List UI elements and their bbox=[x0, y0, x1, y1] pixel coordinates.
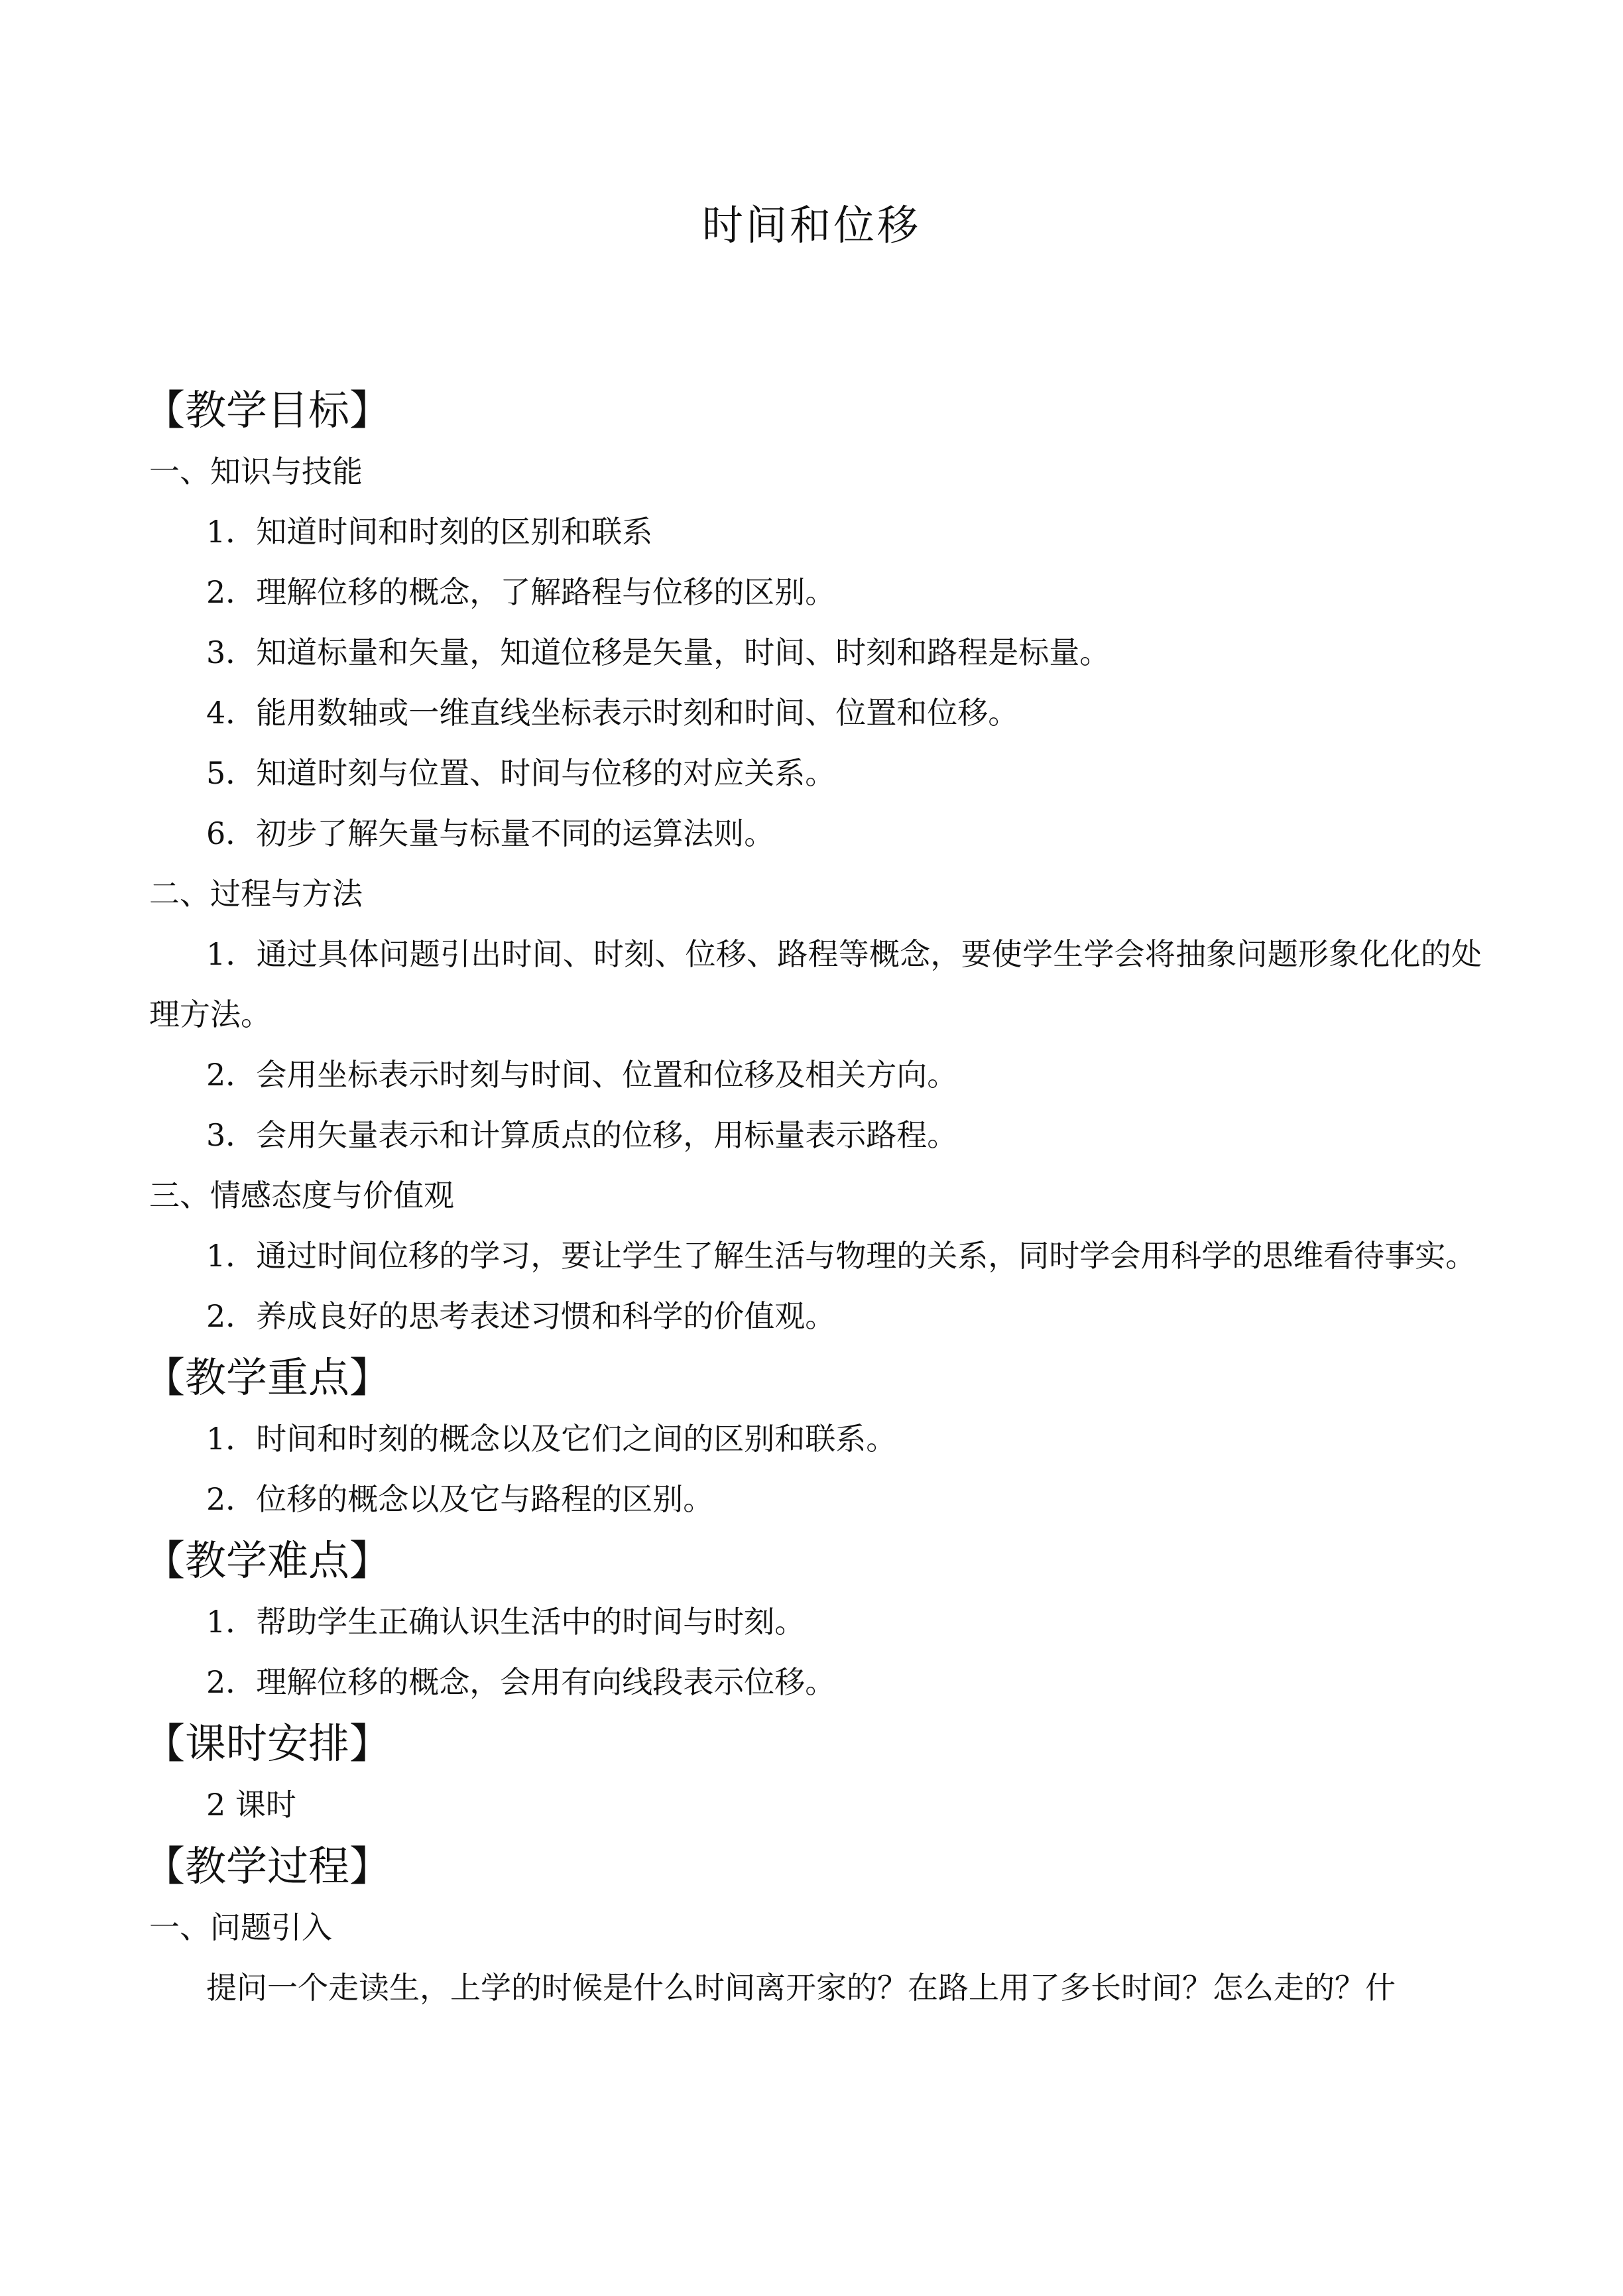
intro-paragraph: 提问一个走读生，上学的时候是什么时间离开家的？在路上用了多长时间？怎么走的？什 bbox=[206, 1970, 1396, 2006]
document-body bbox=[144, 379, 1482, 2018]
list-item: 2．位移的概念以及它与路程的区别。 bbox=[206, 1481, 714, 1517]
section-heading-difficulties: 【教学难点】 bbox=[144, 1536, 391, 1585]
list-item: 2．理解位移的概念，会用有向线段表示位移。 bbox=[206, 1664, 836, 1700]
subsection-label-attitude: 三、情感态度与价值观 bbox=[149, 1178, 454, 1213]
list-item: 3．知道标量和矢量，知道位移是矢量，时间、时刻和路程是标量。 bbox=[206, 634, 1111, 670]
list-item: 1．知道时间和时刻的区别和联系 bbox=[206, 514, 653, 550]
list-item: 5．知道时刻与位置、时间与位移的对应关系。 bbox=[206, 755, 836, 791]
section-heading-procedure: 【教学过程】 bbox=[144, 1842, 391, 1890]
list-item: 2．理解位移的概念，了解路程与位移的区别。 bbox=[206, 574, 836, 610]
subsection-label-knowledge: 一、知识与技能 bbox=[149, 453, 363, 489]
list-item: 3．会用矢量表示和计算质点的位移，用标量表示路程。 bbox=[206, 1117, 958, 1153]
list-item: 1．时间和时刻的概念以及它们之间的区别和联系。 bbox=[206, 1421, 897, 1457]
subsection-label-intro: 一、问题引入 bbox=[149, 1909, 332, 1945]
list-item-paragraph: 1．通过时间位移的学习，要让学生了解生活与物理的关系，同时学会用科学的思维看待事实。 bbox=[206, 1238, 1476, 1274]
subsection-label-process: 二、过程与方法 bbox=[149, 876, 363, 912]
list-item: 4．能用数轴或一维直线坐标表示时刻和时间、位置和位移。 bbox=[206, 695, 1019, 731]
list-item: 1．帮助学生正确认识生活中的时间与时刻。 bbox=[206, 1604, 806, 1640]
section-heading-key-points: 【教学重点】 bbox=[144, 1353, 391, 1402]
section-heading-objectives: 【教学目标】 bbox=[144, 386, 391, 434]
page-title: 时间和位移 bbox=[701, 201, 921, 249]
list-item: 2．养成良好的思考表述习惯和科学的价值观。 bbox=[206, 1298, 836, 1334]
list-item: 6．初步了解矢量与标量不同的运算法则。 bbox=[206, 816, 775, 851]
schedule-text: 2 课时 bbox=[206, 1787, 296, 1823]
list-item-paragraph: 1．通过具体问题引出时间、时刻、位移、路程等概念，要使学生学会将抽象问题形象化化的处理方法。 bbox=[149, 936, 1482, 1032]
list-item: 2．会用坐标表示时刻与时间、位置和位移及相关方向。 bbox=[206, 1057, 958, 1093]
section-heading-schedule: 【课时安排】 bbox=[144, 1719, 391, 1768]
